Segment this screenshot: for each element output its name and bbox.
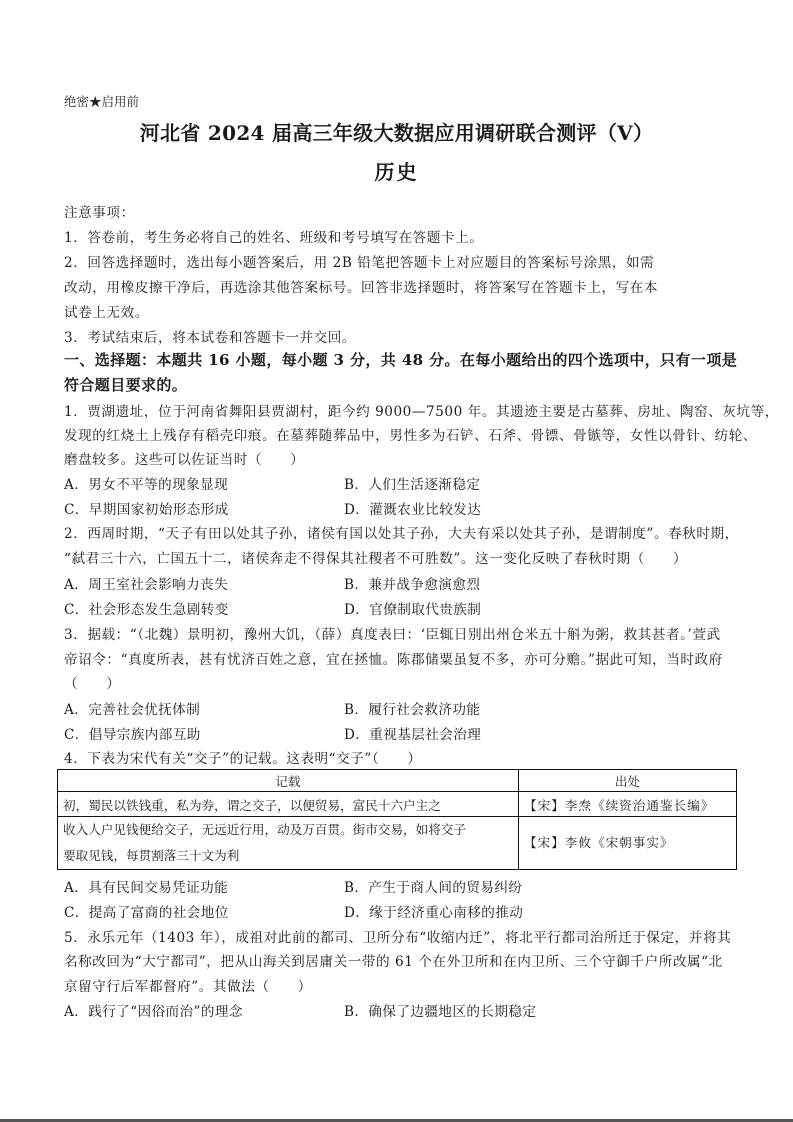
table-row (58, 817, 737, 870)
question-5-text: 5．永乐元年（1403 年），成祖对此前的都司、卫所分布“收缩内迁”，将北平行都司治所迁于保定，并将其 (64, 930, 732, 946)
record-text: 初，蜀民以铁钱重，私为券，谓之交子，以便贸易，富民十六户主之 (63, 797, 441, 813)
record-cell (58, 792, 519, 817)
question-4-option-b: B．产生于商人间的贸易纠纷 (344, 880, 523, 896)
record-text: 收入人户见钱便给交子，无远近行用，动及万百贯。街市交易，如将交子 (63, 822, 466, 837)
question-2-option-a: A．周王室社会影响力丧失 (64, 577, 229, 593)
record-cell (58, 817, 519, 870)
exam-title: 河北省 2024 届高三年级大数据应用调研联合测评（V） (139, 121, 654, 145)
table-header-row (58, 770, 737, 792)
notes-item: 试卷上无效。 (64, 305, 149, 321)
question-2-option-c: C．社会形态发生急剧转变 (64, 602, 229, 618)
question-2-text: 2．西周时期，“天子有田以处其子孙，诸侯有国以处其子孙，大夫有采以处其子孙，是谓制度”。春秋时期， (64, 526, 739, 542)
question-3-option-a: A．完善社会优抚体制 (64, 702, 201, 718)
question-4-option-d: D．缘于经济重心南移的推动 (344, 905, 524, 921)
secret-mark: 绝密★启用前 (64, 94, 140, 109)
question-2-option-b: B．兼并战争愈演愈烈 (344, 577, 481, 593)
header-record: 记载 (58, 770, 519, 792)
question-3-text: （ ） (64, 676, 121, 692)
question-1-option-d: D．灌溉农业比较发达 (344, 502, 482, 518)
question-1-option-a: A．男女不平等的现象显现 (64, 477, 229, 493)
question-5-option-b: B．确保了边疆地区的长期稳定 (344, 1004, 537, 1020)
question-2-text: “弑君三十六，亡国五十二，诸侯奔走不得保其社稷者不可胜数”。这一变化反映了春秋时期（ ） (64, 551, 688, 567)
question-1-text: 磨盘较多。这些可以佐证当时（ ） (64, 452, 305, 468)
question-5-option-a: A．践行了“因俗而治”的理念 (64, 1004, 243, 1020)
notes-item: 2．回答选择题时，选出每小题答案后，用 2B 铅笔把答题卡上对应题目的答案标号涂黑，如需 (64, 255, 655, 271)
section-heading: 一、选择题：本题共 16 小题，每小题 3 分，共 48 分。在每小题给出的四个选项中，只有一项是 (64, 351, 738, 369)
question-4-text: 4．下表为宋代有关“交子”的记载。这表明“交子”（ ） (64, 751, 422, 767)
notes-item: 改动，用橡皮擦干净后，再选涂其他答案标号。回答非选择题时，将答案写在答题卡上，写在本 (64, 280, 659, 296)
question-1-option-b: B．人们生活逐渐稳定 (344, 477, 481, 493)
subject-title: 历史 (374, 160, 419, 184)
question-1-text: 1．贾湖遗址，位于河南省舞阳县贾湖村，距今约 9000—7500 年。其遗迹主要是古墓葬、房址、陶窑、灰坑等， (64, 404, 779, 420)
question-3-option-c: C．倡导宗族内部互助 (64, 727, 201, 743)
question-3-text: 3．据载：“（北魏）景明初，豫州大饥，（薛）真度表曰：‘臣辄日别出州仓米五十斛为粥，救其甚者。’萱武 (64, 627, 721, 643)
question-3-text: 帝诏令：“真度所表，甚有忧济百姓之意，宜在拯恤。陈郡储粟虽复不多，亦可分赡。”据此可知，当时政府 (64, 652, 723, 668)
source-cell: 【宋】李攸《宋朝事实》 (519, 817, 737, 870)
notes-item: 3．考试结束后，将本试卷和答题卡一并交回。 (64, 330, 357, 346)
table-row (58, 792, 737, 817)
question-4-option-c: C．提高了富商的社会地位 (64, 905, 229, 921)
question-1-text: 发现的红烧土上残存有稻壳印痕。在墓葬随葬品中，男性多为石铲、石斧、骨镖、骨镞等，女性以骨针、纺轮、 (64, 428, 758, 444)
notes-heading: 注意事项： (64, 205, 135, 221)
question-5-text: 京留守行后军都督府”。其做法（ ） (64, 979, 312, 995)
question-2-option-d: D．官僚制取代贵族制 (344, 602, 482, 618)
question-3-option-b: B．履行社会救济功能 (344, 702, 481, 718)
notes-item: 1．答卷前，考生务必将自己的姓名、班级和考号填写在答题卡上。 (64, 230, 484, 246)
section-heading-cont: 符合题目要求的。 (64, 376, 188, 394)
jiaozi-records-table (57, 769, 737, 870)
source-cell: 【宋】李焘《续资治通鉴长编》 (519, 792, 737, 817)
record-text: 要取见钱，每贯割落三十文为利 (63, 848, 240, 863)
question-5-text: 名称改回为“大宁都司”，把从山海关到居庸关一带的 61 个在外卫所和在内卫所、三个守御千户所改属“北 (64, 954, 723, 970)
question-4-option-a: A．具有民间交易凭证功能 (64, 880, 229, 896)
header-source: 出处 (519, 770, 737, 792)
question-1-option-c: C．早期国家初始形态形成 (64, 502, 229, 518)
question-3-option-d: D．重视基层社会治理 (344, 727, 482, 743)
